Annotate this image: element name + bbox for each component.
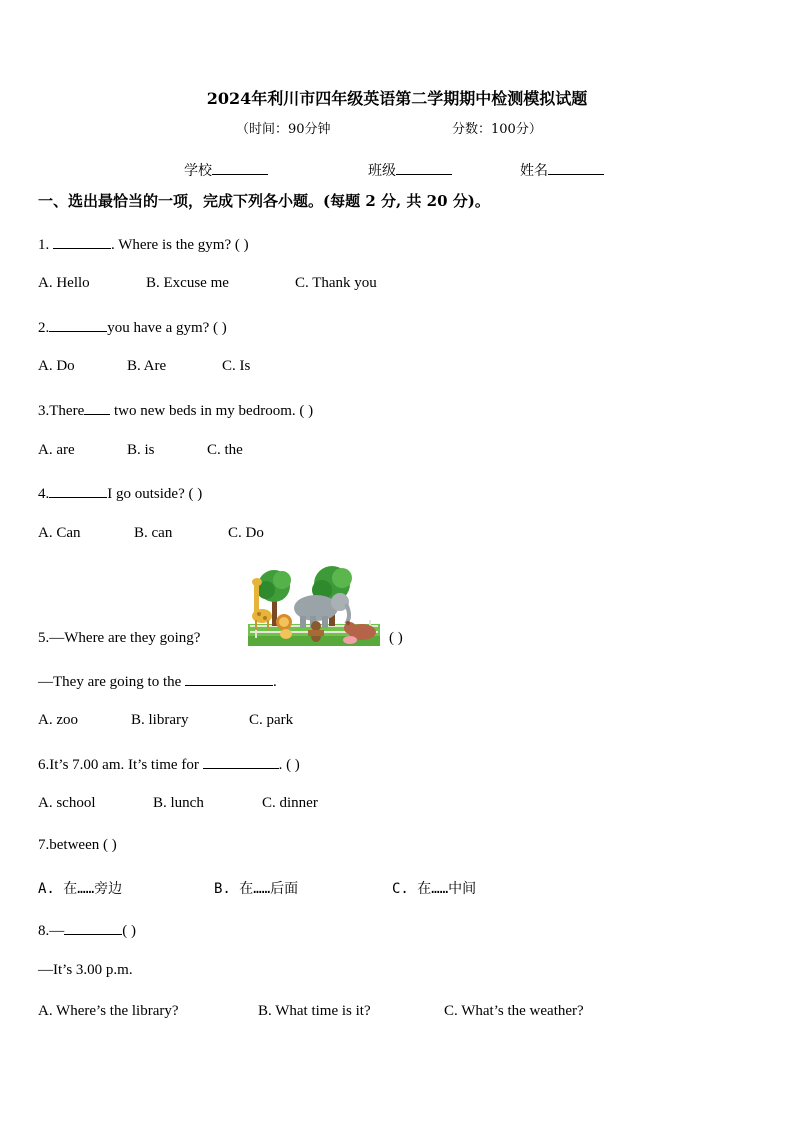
option-b[interactable]: B. is [127,442,155,458]
option-a[interactable]: A. Hello [38,275,90,291]
option-c[interactable]: C. Thank you [295,275,377,291]
question-8-answer: —It’s 3.00 p.m. [38,962,133,978]
section-heading: 一、选出最恰当的一项，完成下列各小题。(每题 2 分, 共 20 分)。 [38,192,490,210]
option-c[interactable]: C. Do [228,525,264,541]
question-5: 5.—Where are they going? [38,630,201,646]
option-a[interactable]: A. zoo [38,712,78,728]
option-b[interactable]: B. Are [127,358,167,374]
answer-blank[interactable] [64,920,122,935]
question-1: 1. . Where is the gym? ( ) [38,234,249,254]
option-b[interactable]: B. library [131,712,189,728]
answer-blank[interactable] [49,317,107,332]
option-a[interactable]: A. are [38,442,75,458]
option-a[interactable]: A. Do [38,358,75,374]
option-a[interactable]: A. school [38,795,96,811]
class-blank[interactable] [396,160,452,175]
answer-blank[interactable] [49,483,107,498]
zoo-animals-illustration-icon [246,566,382,648]
option-c[interactable]: C. Is [222,358,251,374]
answer-blank[interactable] [203,754,279,769]
option-c[interactable]: C. 在……中间 [392,881,477,897]
option-a[interactable]: A. Can [38,525,81,541]
question-5-bracket: ( ) [389,630,403,646]
question-8: 8.— ( ) [38,920,136,940]
option-c[interactable]: C. the [207,442,243,458]
class-field [368,160,452,180]
school-field [184,160,268,180]
option-c[interactable]: C. park [249,712,294,728]
school-label: 学校 [184,163,212,179]
answer-blank[interactable] [84,400,110,415]
option-a[interactable]: A. Where’s the library? [38,1003,179,1019]
option-b[interactable]: B. can [134,525,173,541]
answer-blank[interactable] [185,671,273,686]
option-c[interactable]: C. dinner [262,795,318,811]
option-a[interactable]: A. 在……旁边 [38,881,123,897]
option-c[interactable]: C. What’s the weather? [444,1003,584,1019]
school-blank[interactable] [212,160,268,175]
question-2: 2. you have a gym? ( ) [38,317,227,337]
option-b[interactable]: B. lunch [153,795,204,811]
name-label: 姓名 [520,163,548,179]
name-field [520,160,604,180]
question-7: 7.between ( ) [38,837,117,853]
exam-time: （时间：90分钟 [236,122,331,137]
option-b[interactable]: B. What time is it? [258,1003,371,1019]
question-4: 4. I go outside? ( ) [38,483,202,503]
question-5-answer: —They are going to the . [38,671,277,691]
class-label: 班级 [368,163,396,179]
exam-title: 2024年利川市四年级英语第二学期期中检测模拟试题 [206,89,588,108]
option-b[interactable]: B. 在……后面 [214,881,299,897]
name-blank[interactable] [548,160,604,175]
option-b[interactable]: B. Excuse me [146,275,229,291]
answer-blank[interactable] [53,234,111,249]
exam-score: 分数：100分） [452,122,542,137]
question-6: 6.It’s 7.00 am. It’s time for . ( ) [38,754,300,774]
question-3: 3.There two new beds in my bedroom. ( ) [38,400,313,420]
